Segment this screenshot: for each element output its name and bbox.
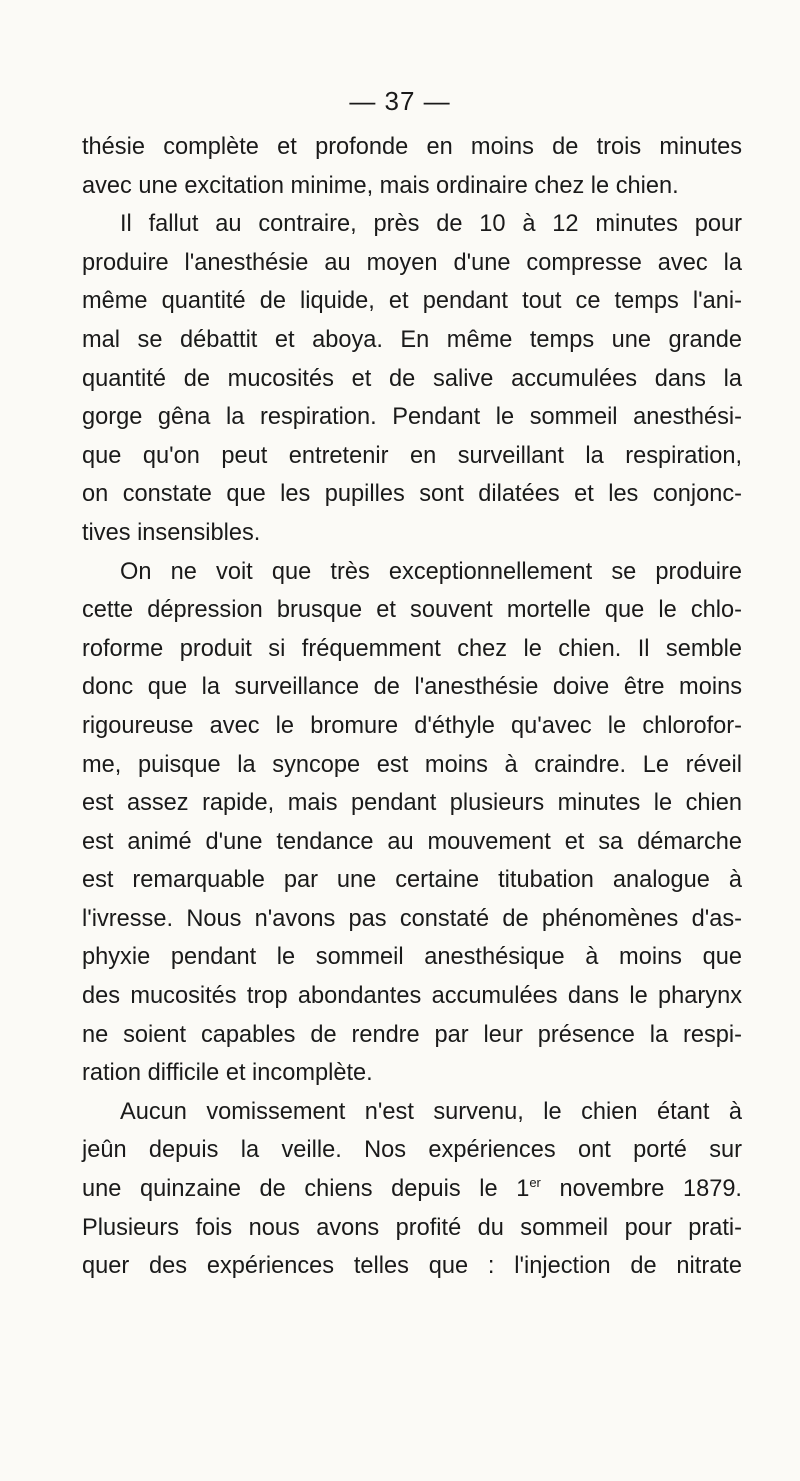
- text-line: gorge gêna la respiration. Pendant le sommeil anesthési-: [82, 404, 742, 431]
- date-rest: novembre 1879.: [540, 1176, 742, 1203]
- text-line: ration difficile et incomplète.: [82, 1060, 373, 1087]
- text-line: me, puisque la syncope est moins à craindre. Le réveil: [82, 751, 742, 778]
- text-line: l'ivresse. Nous n'avons pas constaté de phénomènes d'as-: [82, 905, 742, 932]
- text-line: On ne voit que très exceptionnellement se produire: [120, 558, 742, 585]
- text-line: produire l'anesthésie au moyen d'une compresse avec la: [82, 249, 742, 276]
- text-line: donc que la surveillance de l'anesthésie doive être moins: [82, 674, 742, 701]
- text-line: est animé d'une tendance au mouvement et sa démarche: [82, 828, 742, 855]
- text-line: est remarquable par une certaine titubation analogue à: [82, 867, 742, 894]
- text-line: tives insensibles.: [82, 519, 261, 546]
- text-line: phyxie pendant le sommeil anesthésique à moins que: [82, 944, 742, 971]
- text-line: cette dépression brusque et souvent mortelle que le chlo-: [82, 597, 742, 624]
- date-ordinal: er: [529, 1175, 541, 1191]
- text-line: quantité de mucosités et de salive accumulées dans la: [82, 365, 742, 392]
- text-line: Il fallut au contraire, près de 10 à 12 minutes pour: [120, 211, 742, 238]
- text-line: est assez rapide, mais pendant plusieurs minutes le chien: [82, 790, 742, 817]
- body-text: [82, 128, 742, 1286]
- text-line: Plusieurs fois nous avons profité du sommeil pour prati-: [82, 1214, 742, 1241]
- text-line: Aucun vomissement n'est survenu, le chien étant à: [120, 1098, 742, 1125]
- page-number: — 37 —: [349, 86, 451, 116]
- text-line: ne soient capables de rendre par leur présence la respi-: [82, 1021, 742, 1048]
- date-day: 1: [516, 1176, 530, 1203]
- text-line: rigoureuse avec le bromure d'éthyle qu'avec le chlorofor-: [82, 712, 742, 739]
- text-line: thésie complète et profonde en moins de trois minutes: [82, 134, 742, 160]
- text-line: des mucosités trop abondantes accumulées dans le pharynx: [82, 983, 742, 1010]
- text-line-with-date: [82, 1170, 742, 1209]
- text-line: on constate que les pupilles sont dilatées et les conjonc-: [82, 481, 742, 508]
- text-line: même quantité de liquide, et pendant tout ce temps l'ani-: [82, 288, 742, 315]
- text-fragment: une quinzaine de chiens depuis le: [82, 1176, 517, 1203]
- text-line: avec une excitation minime, mais ordinaire chez le chien.: [82, 172, 679, 199]
- text-line: jeûn depuis la veille. Nos expériences ont porté sur: [82, 1137, 742, 1164]
- text-line: mal se débattit et aboya. En même temps une grande: [82, 326, 742, 353]
- text-line: quer des expériences telles que : l'injection de nitrate: [82, 1253, 742, 1280]
- text-line: que qu'on peut entretenir en surveillant la respiration,: [82, 442, 742, 469]
- text-line: roforme produit si fréquemment chez le chien. Il semble: [82, 635, 742, 662]
